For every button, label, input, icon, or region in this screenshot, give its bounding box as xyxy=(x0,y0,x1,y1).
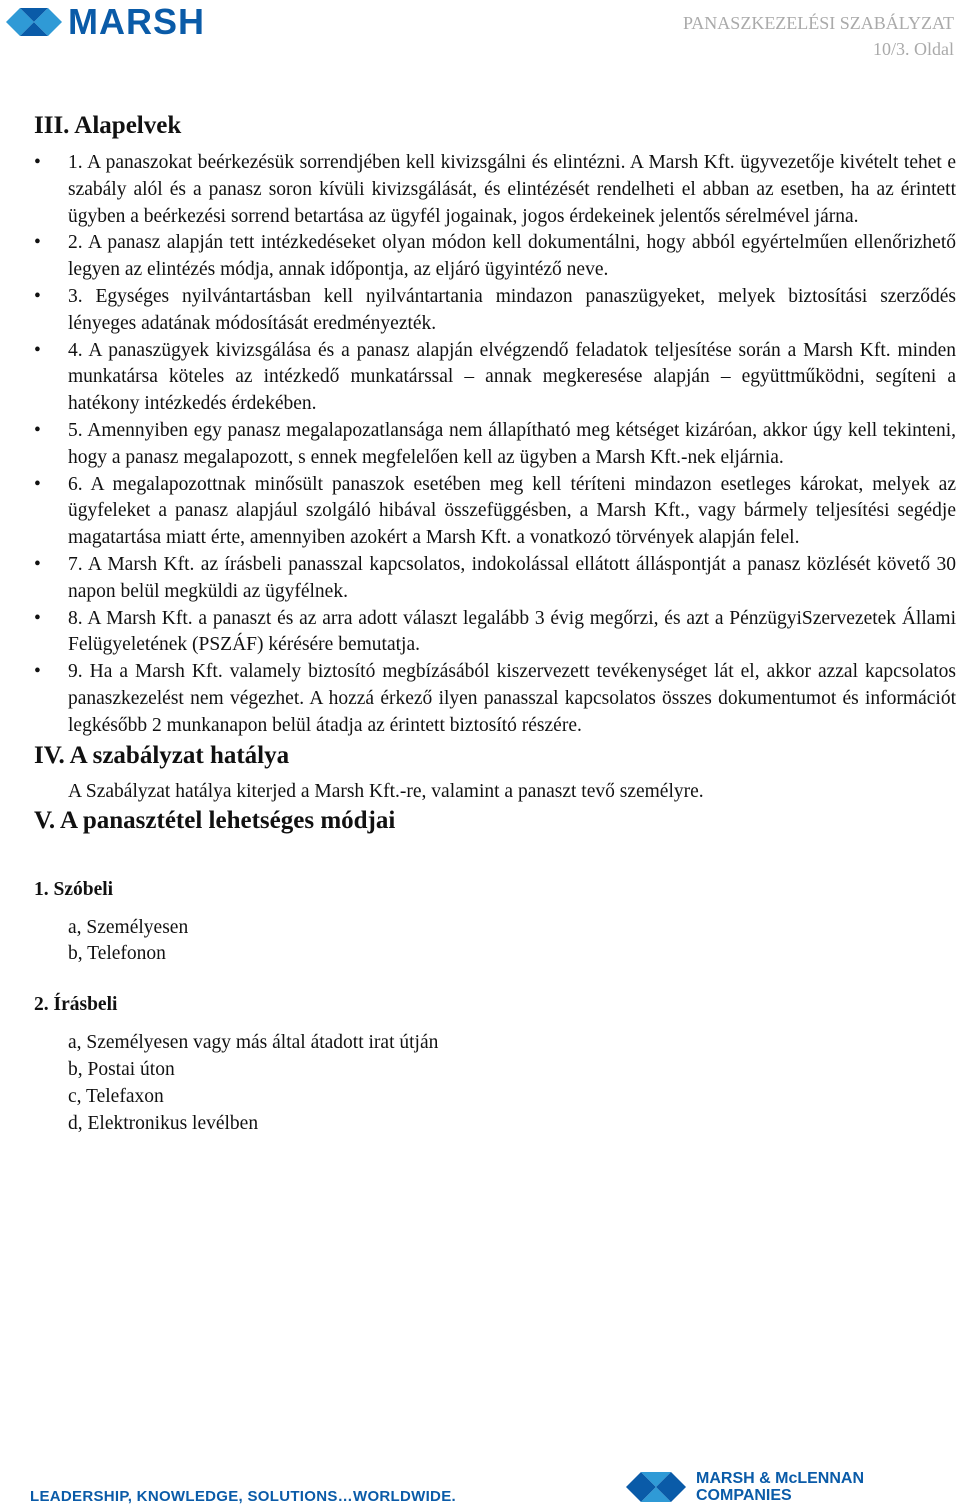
list-item xyxy=(34,150,956,230)
list-item xyxy=(34,284,956,338)
bullet-icon: • xyxy=(34,339,41,361)
list-item-text: 7. A Marsh Kft. az írásbeli panasszal kapcsolatos, indokolással ellátott álláspontját a panasz közlését követő 30 napon belül megküldi az ügyfélnek. xyxy=(68,553,956,602)
bullet-icon: • xyxy=(34,607,41,629)
mmc-line1: MARSH & McLENNAN xyxy=(696,1470,864,1487)
list-item xyxy=(34,338,956,418)
oral-heading: 1. Szóbeli xyxy=(34,878,114,900)
written-list xyxy=(34,1030,956,1137)
oral-list xyxy=(34,915,956,969)
list-item: a, Személyesen xyxy=(68,916,189,938)
header-right xyxy=(683,10,954,62)
list-item: a, Személyesen vagy más által átadott irat útján xyxy=(68,1032,439,1054)
section-iv-title: IV. A szabályzat hatálya xyxy=(34,741,290,769)
bullet-icon: • xyxy=(34,473,41,495)
section-v-title: V. A panasztétel lehetséges módjai xyxy=(34,806,396,834)
section-iv-body: A Szabályzat hatálya kiterjed a Marsh Kft.-re, valamint a panaszt tevő személyre. xyxy=(68,780,704,802)
list-item: c, Telefaxon xyxy=(68,1085,164,1107)
list-item-text: 5. Amennyiben egy panasz megalapozatlansága nem állapítható meg kétséget kizáróan, akkor úgy kell tekinteni, hogy a panasz megalapozott, s ennek megfelelően kell az ügyben a Marsh Kft.-nek eljárnia. xyxy=(68,419,956,468)
page-label: 10/3. Oldal xyxy=(873,39,954,59)
list-item-text: 8. A Marsh Kft. a panaszt és az arra adott választ legalább 3 évig megőrzi, és azt a PénzügyiSzervezetek Állami Felügyeletének (PSZÁF) kérésére bemutatja. xyxy=(68,607,956,656)
bullet-icon: • xyxy=(34,553,41,575)
document-body xyxy=(34,110,956,1137)
list-item: b, Telefonon xyxy=(68,943,166,965)
list-item-text: 2. A panasz alapján tett intézkedéseket olyan módon kell dokumentálni, hogy abból egyértelműen ellenőrizhető legyen az elintézés módja, annak időpontja, az eljáró ügyintéző neve. xyxy=(68,232,956,281)
list-item: d, Elektronikus levélben xyxy=(68,1112,259,1134)
section-iii-title: III. Alapelvek xyxy=(34,112,182,139)
mmc-logo-mark-icon xyxy=(626,1468,688,1506)
list-item xyxy=(34,472,956,552)
bullet-icon: • xyxy=(34,419,41,441)
list-item-text: 6. A megalapozottnak minősült panaszok esetében meg kell téríteni mindazon esetleges károkat, melyek az ügyfeleket a panasz alapjául szolgáló hibával összefüggésben, a Marsh Kft., vagy bármely teljesítési segédje magatartása miatt érte, amennyiben azokért a Marsh Kft. a vonatkozó törvények alapján felel. xyxy=(68,473,956,549)
bullet-icon: • xyxy=(34,661,41,683)
list-item: b, Postai úton xyxy=(68,1058,175,1080)
mmc-line2: COMPANIES xyxy=(696,1487,792,1504)
list-item-text: 1. A panaszokat beérkezésük sorrendjében kell kivizsgálni és elintézni. A Marsh Kft. ügyvezetője kivételt tehet e szabály alól és a panasz soron kívüli kivizsgálását, és elintézését rendelheti el abban az esetben, ha az érintett ügyben a beérkezési sorrend betartása az ügyfél jogainak, jogos érdekeinek jelentős sérelmével járna. xyxy=(68,152,956,227)
list-item-text: 3. Egységes nyilvántartásban kell nyilvántartania mindazon panaszügyeket, melyek biztosítási szerződés lényeges adatának módosítását eredményezték. xyxy=(68,285,956,334)
page-header xyxy=(0,0,960,70)
list-item xyxy=(34,606,956,660)
list-item-text: 9. Ha a Marsh Kft. valamely biztosító megbízásából kiszervezett tevékenységet lát el, akkor azzal kapcsolatos panaszkezelést nem végezhet. A hozzá érkező ilyen panasszal kapcsolatos összes dokumentumot és információt legkésőbb 2 munkanapon belül átadja az érintett biztosító részére. xyxy=(68,661,956,736)
list-item-text: 4. A panaszügyek kivizsgálása és a panasz alapján elvégzendő feladatok teljesítése során a Marsh Kft. minden munkatársa köteles az intézkedő munkatárssal – annak megkeresése alapján – együttműködni, segíteni a hatékony intézkedés érdekében. xyxy=(68,339,956,415)
list-item xyxy=(34,659,956,739)
list-item xyxy=(34,552,956,606)
written-heading: 2. Írásbeli xyxy=(34,994,118,1016)
principles-list xyxy=(34,150,956,740)
list-item xyxy=(34,230,956,284)
bullet-icon: • xyxy=(34,232,41,254)
logo-text: MARSH xyxy=(68,1,205,42)
bullet-icon: • xyxy=(34,152,41,173)
marsh-logo xyxy=(6,1,205,42)
marsh-logo-mark-icon xyxy=(6,5,62,39)
page-footer xyxy=(0,1462,960,1511)
list-item xyxy=(34,418,956,472)
bullet-icon: • xyxy=(34,285,41,307)
doc-title: PANASZKEZELÉSI SZABÁLYZAT xyxy=(682,13,954,33)
footer-tagline: LEADERSHIP, KNOWLEDGE, SOLUTIONS…WORLDWIDE. xyxy=(30,1488,456,1505)
mmc-logo xyxy=(626,1468,864,1506)
